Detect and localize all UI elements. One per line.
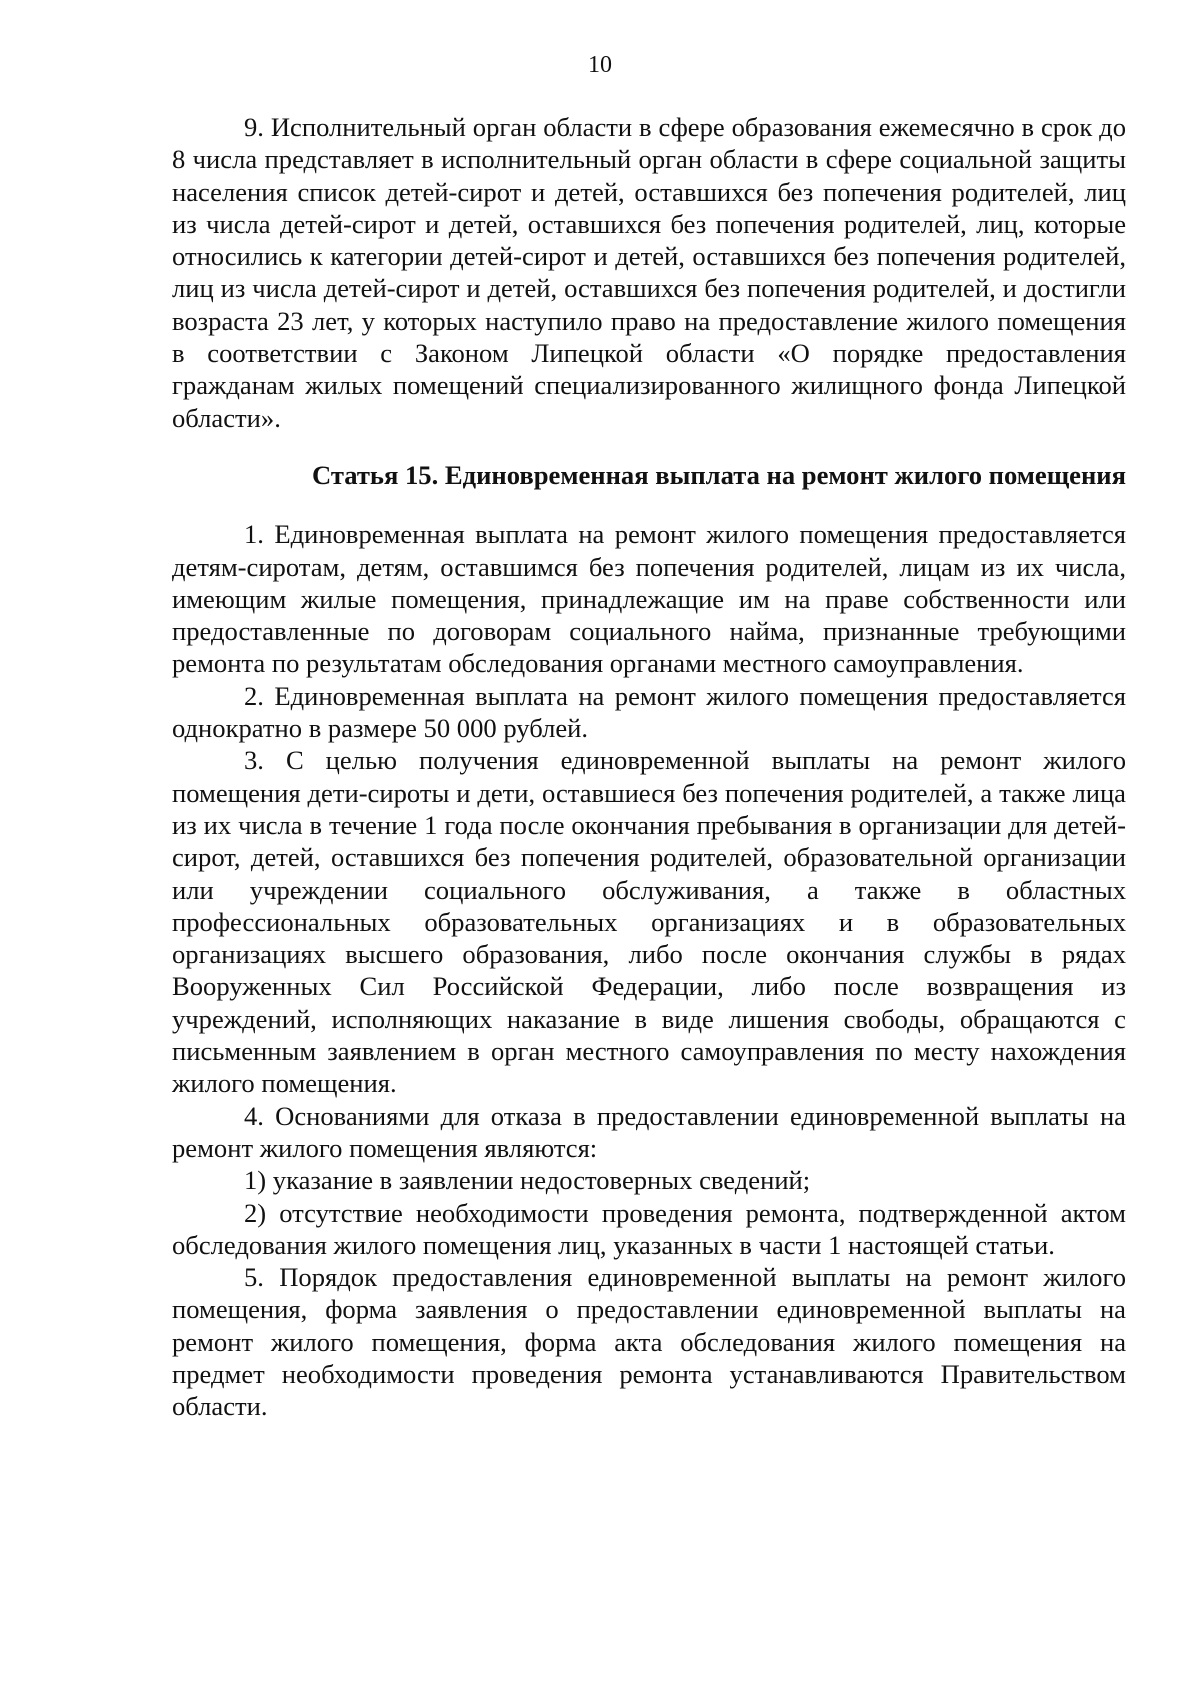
article-paragraph-5: 5. Порядок предоставления единовременной выплаты на ремонт жилого помещения, форма заявления о предоставлении единовременной выплаты на ремонт жилого помещения, форма акта обследования жилого помещения на предмет необходимости проведения ремонта устанавливаются Правительством области. [172,1262,1126,1422]
article-subitem-1: 1) указание в заявлении недостоверных сведений; [244,1165,811,1196]
paragraph-9: 9. Исполнительный орган области в сфере образования ежемесячно в срок до 8 числа представляет в исполнительный орган области в сфере социальной защиты населения список детей-сирот и детей, оставшихся без попечения родителей, лиц из числа детей-сирот и детей, оставшихся без попечения родителей, лиц, которые относились к категории детей-сирот и детей, оставшихся без попечения родителей, лиц из числа детей-сирот и детей, оставшихся без попечения родителей, и достигли возраста 23 лет, у которых наступило право на предоставление жилого помещения в соответствии с Законом Липецкой области «О порядке предоставления гражданам жилых помещений специализированного жилищного фонда Липецкой области». [172,112,1126,433]
article-subitem-2: 2) отсутствие необходимости проведения ремонта, подтвержденной актом обследования жилого помещения лиц, указанных в части 1 настоящей статьи. [172,1197,1126,1260]
article-paragraph-1: 1. Единовременная выплата на ремонт жилого помещения предоставляется детям-сиротам, детям, оставшимся без попечения родителей, лицам из их числа, имеющим жилые помещения, принадлежащие им на праве собственности или предоставленные по договорам социального найма, признанные требующими ремонта по результатам обследования органами местного самоуправления. [172,519,1126,679]
article-paragraph-3: 3. С целью получения единовременной выплаты на ремонт жилого помещения дети-сироты и дети, оставшиеся без попечения родителей, а также лица из их числа в течение 1 года после окончания пребывания в организации для детей-сирот, детей, оставшихся без попечения родителей, образовательной организации или учреждении социального обслуживания, а также в областных профессиональных образовательных организациях и в образовательных организациях высшего образования, либо после окончания службы в рядах Вооруженных Сил Российской Федерации, либо после возвращения из учреждений, исполняющих наказание в виде лишения свободы, обращаются с письменным заявлением в орган местного самоуправления по месту нахождения жилого помещения. [172,745,1126,1099]
article-heading: Статья 15. Единовременная выплата на ремонт жилого помещения [312,459,1126,490]
page-number: 10 [588,52,612,78]
article-paragraph-2: 2. Единовременная выплата на ремонт жилого помещения предоставляется однократно в размере 50 000 рублей. [172,680,1126,744]
document-body [172,111,1126,1423]
article-paragraph-4: 4. Основаниями для отказа в предоставлении единовременной выплаты на ремонт жилого помещения являются: [172,1100,1126,1163]
